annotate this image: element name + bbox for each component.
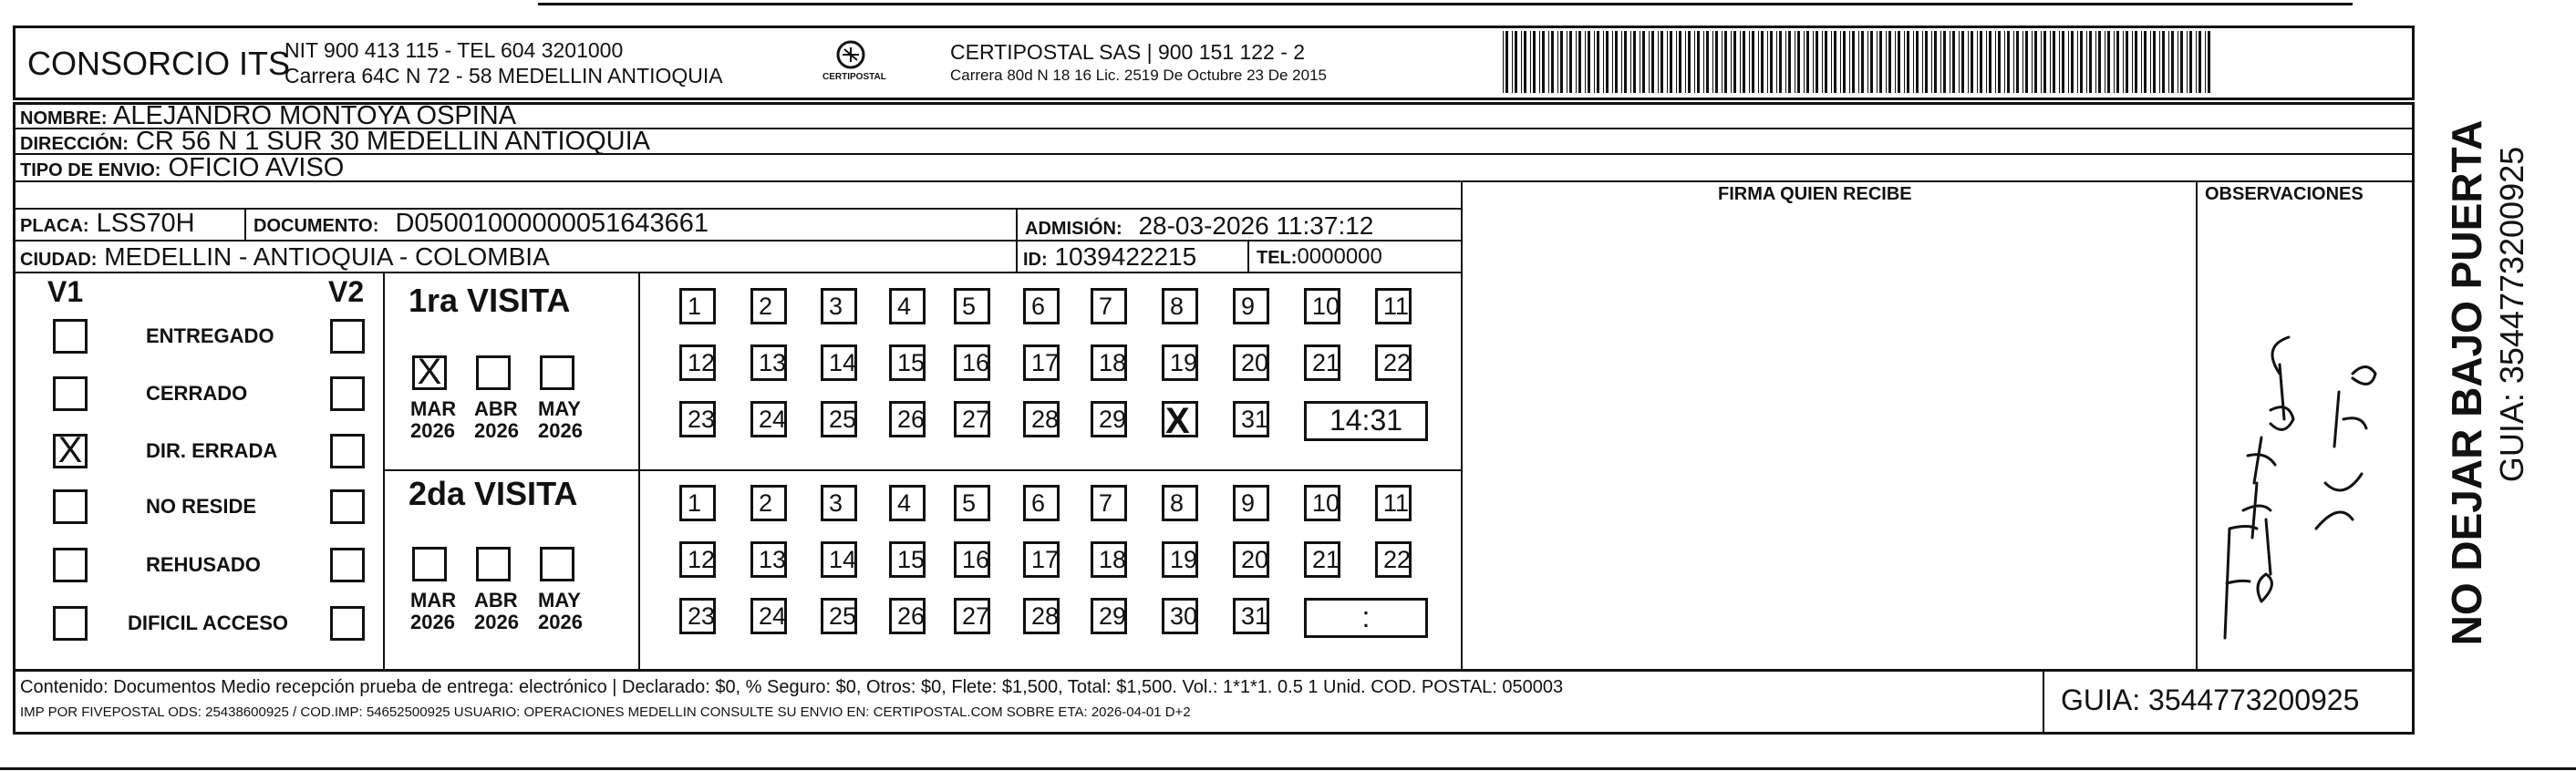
barcode-bar [1603, 31, 1604, 93]
barcode-bar [1694, 31, 1695, 93]
courier-address: Carrera 80d N 18 16 Lic. 2519 De Octubre 23 De 2015 [950, 67, 1327, 84]
day-box[interactable]: 20 [1233, 541, 1269, 578]
month-year: 2026 [538, 419, 583, 442]
day-box[interactable]: 8 [1162, 288, 1198, 324]
barcode-bar [1895, 31, 1896, 93]
day-box[interactable]: 3 [821, 288, 857, 324]
day-box[interactable]: 2 [750, 485, 787, 521]
barcode-bar [1670, 31, 1672, 93]
barcode-bar [1922, 31, 1923, 93]
barcode-bar [1907, 31, 1909, 93]
status-label: CERRADO [146, 382, 248, 405]
barcode-bar [1706, 31, 1709, 93]
barcode-bar [1785, 31, 1786, 93]
barcode-bar [1731, 31, 1732, 93]
v1-checkbox[interactable] [53, 548, 88, 582]
day-box[interactable]: 6 [1023, 288, 1060, 324]
barcode-bar [1916, 31, 1919, 93]
barcode-bar [1539, 31, 1540, 93]
document-row [253, 211, 709, 237]
barcode-bar [2171, 31, 2174, 93]
barcode-bar [2050, 31, 2051, 93]
barcode-bar [1849, 31, 1850, 93]
barcode-bar [1503, 31, 1504, 93]
tel-value: 0000000 [1297, 244, 1382, 269]
barcode-bar [1758, 31, 1759, 93]
barcode-bar [2116, 31, 2119, 93]
plate-value: LSS70H [96, 209, 195, 238]
barcode-bar [1834, 31, 1836, 93]
barcode-bar [2041, 31, 2042, 93]
time-box[interactable]: 14:31 [1304, 401, 1428, 441]
name-label: NOMBRE: [20, 108, 108, 128]
day-box[interactable]: 5 [954, 485, 990, 521]
barcode-bar [1588, 31, 1590, 93]
barcode-bar [1743, 31, 1745, 93]
tel-row [1257, 246, 1382, 268]
day-box[interactable]: 26 [889, 401, 926, 437]
name-row [20, 103, 516, 129]
status-label: REHUSADO [146, 553, 261, 576]
barcode-bar [1576, 31, 1577, 93]
barcode-bar [2107, 31, 2110, 93]
barcode-bar [1998, 31, 2001, 93]
barcode-bar [1776, 31, 1777, 93]
v2-checkbox[interactable] [330, 319, 365, 354]
barcode-bar [1715, 31, 1718, 93]
footer-content: Contenido: Documentos Medio recepción prueba de entrega: electrónico | Declarado: $0, % Seguro: $0, Otros: $0, Flete: $1,500, Total: $1,500. Vol.: 1*1*1. 0.5 1 Unid. COD. POSTAL: 050003 [20, 677, 1564, 697]
barcode-bar [1904, 31, 1905, 93]
month-name: MAY [538, 589, 581, 612]
barcode-bar [1968, 31, 1969, 93]
barcode-bar [2187, 31, 2188, 93]
day-box[interactable]: 16 [954, 344, 990, 381]
barcode-bar [1560, 31, 1563, 93]
v2-checkbox[interactable] [330, 548, 365, 582]
v2-label: V2 [328, 275, 365, 308]
barcode-bar [1703, 31, 1704, 93]
barcode-bar [1676, 31, 1677, 93]
barcode-bar [1685, 31, 1686, 93]
day-box[interactable]: 21 [1304, 541, 1340, 578]
barcode-bar [2162, 31, 2165, 93]
barcode-bar [1840, 31, 1841, 93]
barcode-bar [1797, 31, 1800, 93]
barcode-bar [1606, 31, 1609, 93]
barcode-bar [2034, 31, 2037, 93]
barcode-bar [2032, 31, 2033, 93]
day-box[interactable]: 21 [1304, 344, 1340, 381]
month-checkbox[interactable] [476, 547, 511, 581]
day-box[interactable]: 20 [1233, 344, 1269, 381]
barcode-bar [1767, 31, 1768, 93]
day-box[interactable]: 6 [1023, 485, 1060, 521]
day-box[interactable]: 18 [1091, 344, 1127, 381]
id-value: 1039422215 [1054, 242, 1197, 271]
status-label: DIR. ERRADA [146, 439, 278, 462]
barcode-bar [1971, 31, 1973, 93]
barcode-bar [2059, 31, 2060, 93]
barcode-bar [1630, 31, 1631, 93]
company-name: CONSORCIO ITS [27, 45, 291, 82]
day-box[interactable]: 3 [821, 485, 857, 521]
status-label: DIFICIL ACCESO [128, 612, 289, 634]
barcode-bar [2196, 31, 2197, 93]
month-name: MAR [410, 589, 457, 612]
footer-imp: IMP POR FIVEPOSTAL ODS: 25438600925 / COD.IMP: 54652500925 USUARIO: OPERACIONES MEDELLIN CONSULTE SU ENVIO EN: CERTIPOSTAL.COM SOBRE ETA: 2026-04-01 D+2 [20, 704, 1191, 720]
day-box[interactable]: 28 [1023, 401, 1060, 437]
barcode-bar [2062, 31, 2064, 93]
day-box[interactable]: 23 [679, 401, 716, 437]
barcode-bar [1788, 31, 1791, 93]
barcode-bar [1822, 31, 1823, 93]
barcode-bar [2150, 31, 2151, 93]
document-value: D05001000000051643661 [395, 209, 709, 238]
admission-label: ADMISIÓN: [1025, 219, 1122, 239]
barcode-bar [2208, 31, 2210, 93]
month-year: 2026 [410, 611, 455, 633]
day-box[interactable]: 10 [1304, 485, 1340, 521]
admission-row [1025, 213, 1373, 239]
document-label: DOCUMENTO: [253, 216, 379, 236]
barcode-bar [1852, 31, 1855, 93]
month-checkbox[interactable] [476, 355, 511, 390]
month-name: ABR [474, 589, 518, 612]
barcode-bar [2053, 31, 2055, 93]
barcode-bar [2159, 31, 2160, 93]
day-box[interactable]: 16 [954, 541, 990, 578]
v2-checkbox[interactable] [330, 434, 365, 468]
day-box[interactable]: 24 [750, 598, 787, 634]
barcode-bar [2180, 31, 2183, 93]
status-label: ENTREGADO [146, 324, 274, 347]
type-label: TIPO DE ENVIO: [20, 160, 161, 180]
city-value: MEDELLIN - ANTIOQUIA - COLOMBIA [104, 242, 550, 271]
v1-checkbox[interactable] [53, 319, 88, 354]
barcode-bar [1913, 31, 1914, 93]
barcode-bar [1925, 31, 1928, 93]
tel-label: TEL: [1257, 248, 1298, 268]
barcode-bar [1697, 31, 1700, 93]
v1-checkbox[interactable] [53, 489, 88, 524]
barcode-bar [2013, 31, 2014, 93]
handwritten-observation [2207, 301, 2407, 647]
day-box[interactable]: 12 [679, 344, 716, 381]
barcode-bar [2114, 31, 2115, 93]
v2-checkbox[interactable] [330, 606, 365, 641]
city-label: CIUDAD: [20, 250, 98, 270]
barcode-bar [1740, 31, 1741, 93]
barcode-bar [2080, 31, 2083, 93]
barcode-bar [1658, 31, 1659, 93]
barcode-bar [1642, 31, 1645, 93]
barcode-bar [1585, 31, 1586, 93]
barcode-bar [1813, 31, 1814, 93]
barcode-bar [1512, 31, 1513, 93]
barcode-bar [1977, 31, 1978, 93]
recipient-address: CR 56 N 1 SUR 30 MEDELLIN ANTIOQUIA [135, 127, 651, 156]
barcode-bar [2086, 31, 2087, 93]
day-box[interactable]: 19 [1162, 344, 1198, 381]
barcode-bar [1995, 31, 1996, 93]
day-box[interactable]: 8 [1162, 485, 1198, 521]
day-box[interactable]: 29 [1091, 401, 1127, 437]
barcode-bar [1542, 31, 1545, 93]
barcode-bar [2025, 31, 2028, 93]
barcode-bar [1986, 31, 1987, 93]
v1-label: V1 [47, 275, 84, 308]
shipment-type: OFICIO AVISO [168, 153, 345, 182]
city-row [20, 244, 550, 270]
barcode-bar [1688, 31, 1691, 93]
barcode-bar [1722, 31, 1723, 93]
month-year: 2026 [474, 419, 519, 442]
barcode-bar [1806, 31, 1809, 93]
barcode-bar [2077, 31, 2078, 93]
v2-checkbox[interactable] [330, 376, 365, 411]
barcode-bar [1557, 31, 1558, 93]
barcode-bar [1934, 31, 1937, 93]
month-checkbox[interactable] [540, 547, 574, 581]
visit2-title: 2da VISITA [409, 475, 578, 512]
day-box[interactable]: 11 [1375, 485, 1412, 521]
day-box[interactable]: 22 [1375, 344, 1412, 381]
day-box[interactable]: 4 [889, 485, 926, 521]
barcode-bar [1779, 31, 1782, 93]
barcode-bar [1521, 31, 1522, 93]
barcode-bar [1877, 31, 1878, 93]
month-name: MAY [538, 397, 581, 420]
barcode-bar [2126, 31, 2128, 93]
day-box[interactable]: 1 [679, 288, 716, 324]
barcode-bar [1624, 31, 1627, 93]
barcode-bar [1621, 31, 1622, 93]
barcode-bar [1615, 31, 1618, 93]
day-box[interactable]: 26 [889, 598, 926, 634]
day-box[interactable]: 7 [1091, 288, 1127, 324]
barcode-bar [1530, 31, 1531, 93]
barcode-bar [1952, 31, 1955, 93]
day-box[interactable]: 24 [750, 401, 787, 437]
barcode-bar [1898, 31, 1900, 93]
company-nit: NIT 900 413 115 - TEL 604 3201000 [284, 38, 624, 62]
id-label: ID: [1023, 250, 1048, 270]
time-box[interactable]: : [1304, 598, 1428, 638]
barcode-bar [1551, 31, 1554, 93]
day-box[interactable]: 25 [821, 401, 857, 437]
day-box[interactable]: 17 [1023, 541, 1060, 578]
day-box[interactable]: 25 [821, 598, 857, 634]
barcode-bar [1649, 31, 1650, 93]
barcode-bar [1505, 31, 1508, 93]
barcode-bar [1870, 31, 1873, 93]
day-box[interactable]: 11 [1375, 288, 1412, 324]
barcode-bar [1858, 31, 1859, 93]
day-mark: X [1165, 401, 1190, 441]
barcode-bar [1867, 31, 1868, 93]
barcode-bar [1931, 31, 1932, 93]
barcode-bar [1816, 31, 1818, 93]
barcode-bar [1888, 31, 1891, 93]
barcode-bar [1879, 31, 1882, 93]
day-box[interactable]: 27 [954, 598, 990, 634]
logo-text: CERTIPOSTAL [822, 72, 886, 82]
v1-checkbox[interactable]: X [53, 434, 88, 468]
day-box[interactable]: 22 [1375, 541, 1412, 578]
month-checkbox[interactable] [540, 355, 574, 390]
barcode-bar [1980, 31, 1982, 93]
barcode-bar [1612, 31, 1613, 93]
recipient-name: ALEJANDRO MONTOYA OSPINA [113, 101, 517, 130]
day-box[interactable]: 19 [1162, 541, 1198, 578]
plate-label: PLACA: [20, 216, 89, 236]
barcode-bar [1660, 31, 1663, 93]
barcode-bar [2043, 31, 2046, 93]
barcode-bar [1515, 31, 1517, 93]
visit1-title: 1ra VISITA [409, 282, 571, 319]
barcode-bar [2135, 31, 2137, 93]
day-box[interactable]: 5 [954, 288, 990, 324]
day-box[interactable]: 2 [750, 288, 787, 324]
barcode-bar [1594, 31, 1595, 93]
barcode-bar [2098, 31, 2101, 93]
day-box[interactable]: 12 [679, 541, 716, 578]
barcode-bar [1679, 31, 1681, 93]
signature-header: FIRMA QUIEN RECIBE [1718, 184, 1912, 204]
barcode-bar [1524, 31, 1526, 93]
type-row [20, 155, 344, 181]
day-box[interactable]: 28 [1023, 598, 1060, 634]
observations-header: OBSERVACIONES [2205, 184, 2364, 204]
barcode-bar [1825, 31, 1827, 93]
barcode-bar [2132, 31, 2133, 93]
footer-guide: GUIA: 3544773200925 [2061, 684, 2360, 716]
barcode-bar [1712, 31, 1713, 93]
month-checkbox[interactable] [412, 547, 447, 581]
barcode-bar [1749, 31, 1750, 93]
plate-row [20, 211, 195, 237]
day-box[interactable]: 23 [679, 598, 716, 634]
barcode-bar [1961, 31, 1964, 93]
day-box[interactable]: 30 [1162, 598, 1198, 634]
barcode-bar [2004, 31, 2005, 93]
v1-checkbox[interactable] [53, 376, 88, 411]
side-warning: NO DEJAR BAJO PUERTA [2443, 119, 2490, 646]
day-box[interactable]: 15 [889, 344, 926, 381]
barcode-bar [1533, 31, 1536, 93]
month-year: 2026 [474, 611, 519, 633]
barcode-bar [1597, 31, 1599, 93]
day-box[interactable]: 17 [1023, 344, 1060, 381]
barcode-bar [1761, 31, 1764, 93]
day-box[interactable]: 14 [821, 541, 857, 578]
day-box[interactable]: 13 [750, 541, 787, 578]
barcode-bar [2198, 31, 2201, 93]
status-label: NO RESIDE [146, 495, 257, 518]
barcode-bar [1633, 31, 1636, 93]
barcode-bar [1804, 31, 1805, 93]
bottom-rule [0, 767, 2576, 770]
month-checkbox[interactable]: X [412, 355, 447, 390]
barcode-bar [1861, 31, 1864, 93]
top-rule [538, 3, 2353, 5]
day-box[interactable]: 13 [750, 344, 787, 381]
barcode-bar [1578, 31, 1581, 93]
barcode-bar [1940, 31, 1941, 93]
barcode-bar [2095, 31, 2096, 93]
barcode-bar [2089, 31, 2092, 93]
month-year: 2026 [410, 419, 455, 442]
barcode-bar [1667, 31, 1668, 93]
address-label: DIRECCIÓN: [20, 134, 129, 154]
barcode-bar [1752, 31, 1754, 93]
v1-checkbox[interactable] [53, 606, 88, 641]
barcode-bar [1886, 31, 1887, 93]
barcode-bar [2141, 31, 2142, 93]
day-box[interactable]: 10 [1304, 288, 1340, 324]
id-row [1023, 244, 1196, 270]
barcode [1503, 31, 2214, 93]
barcode-bar [2189, 31, 2192, 93]
v2-checkbox[interactable] [330, 489, 365, 524]
day-box[interactable]: 15 [889, 541, 926, 578]
courier-name: CERTIPOSTAL SAS | 900 151 122 - 2 [950, 40, 1306, 64]
barcode-bar [2123, 31, 2124, 93]
month-year: 2026 [538, 611, 583, 633]
day-box[interactable]: 9 [1233, 485, 1269, 521]
barcode-bar [2016, 31, 2019, 93]
day-box[interactable]: 1 [679, 485, 716, 521]
day-box[interactable]: 31 [1233, 401, 1269, 437]
barcode-bar [2144, 31, 2147, 93]
barcode-bar [2071, 31, 2074, 93]
address-row [20, 128, 650, 155]
barcode-bar [1724, 31, 1727, 93]
day-box[interactable]: 4 [889, 288, 926, 324]
barcode-bar [1733, 31, 1736, 93]
day-box[interactable]: 18 [1091, 541, 1127, 578]
certipostal-logo-icon [810, 36, 892, 87]
barcode-bar [1770, 31, 1773, 93]
barcode-bar [1989, 31, 1991, 93]
barcode-bar [1569, 31, 1572, 93]
month-name: ABR [474, 397, 518, 420]
day-box[interactable]: 27 [954, 401, 990, 437]
company-address: Carrera 64C N 72 - 58 MEDELLIN ANTIOQUIA [284, 64, 723, 87]
barcode-bar [2007, 31, 2010, 93]
barcode-bar [1959, 31, 1960, 93]
side-guide: GUIA: 3544773200925 [2493, 146, 2530, 483]
barcode-bar [2153, 31, 2156, 93]
barcode-bar [1831, 31, 1832, 93]
day-box[interactable]: 31 [1233, 598, 1269, 634]
admission-value: 28-03-2026 11:37:12 [1138, 211, 1374, 240]
form-box [13, 102, 2415, 672]
day-box[interactable]: 29 [1091, 598, 1127, 634]
day-box[interactable]: 7 [1091, 485, 1127, 521]
day-box[interactable]: 9 [1233, 288, 1269, 324]
barcode-bar [2205, 31, 2206, 93]
month-name: MAR [410, 397, 457, 420]
barcode-bar [2168, 31, 2169, 93]
barcode-bar [2068, 31, 2069, 93]
barcode-bar [1843, 31, 1846, 93]
barcode-bar [1548, 31, 1549, 93]
barcode-bar [1943, 31, 1946, 93]
day-box[interactable]: 14 [821, 344, 857, 381]
barcode-bar [1651, 31, 1654, 93]
